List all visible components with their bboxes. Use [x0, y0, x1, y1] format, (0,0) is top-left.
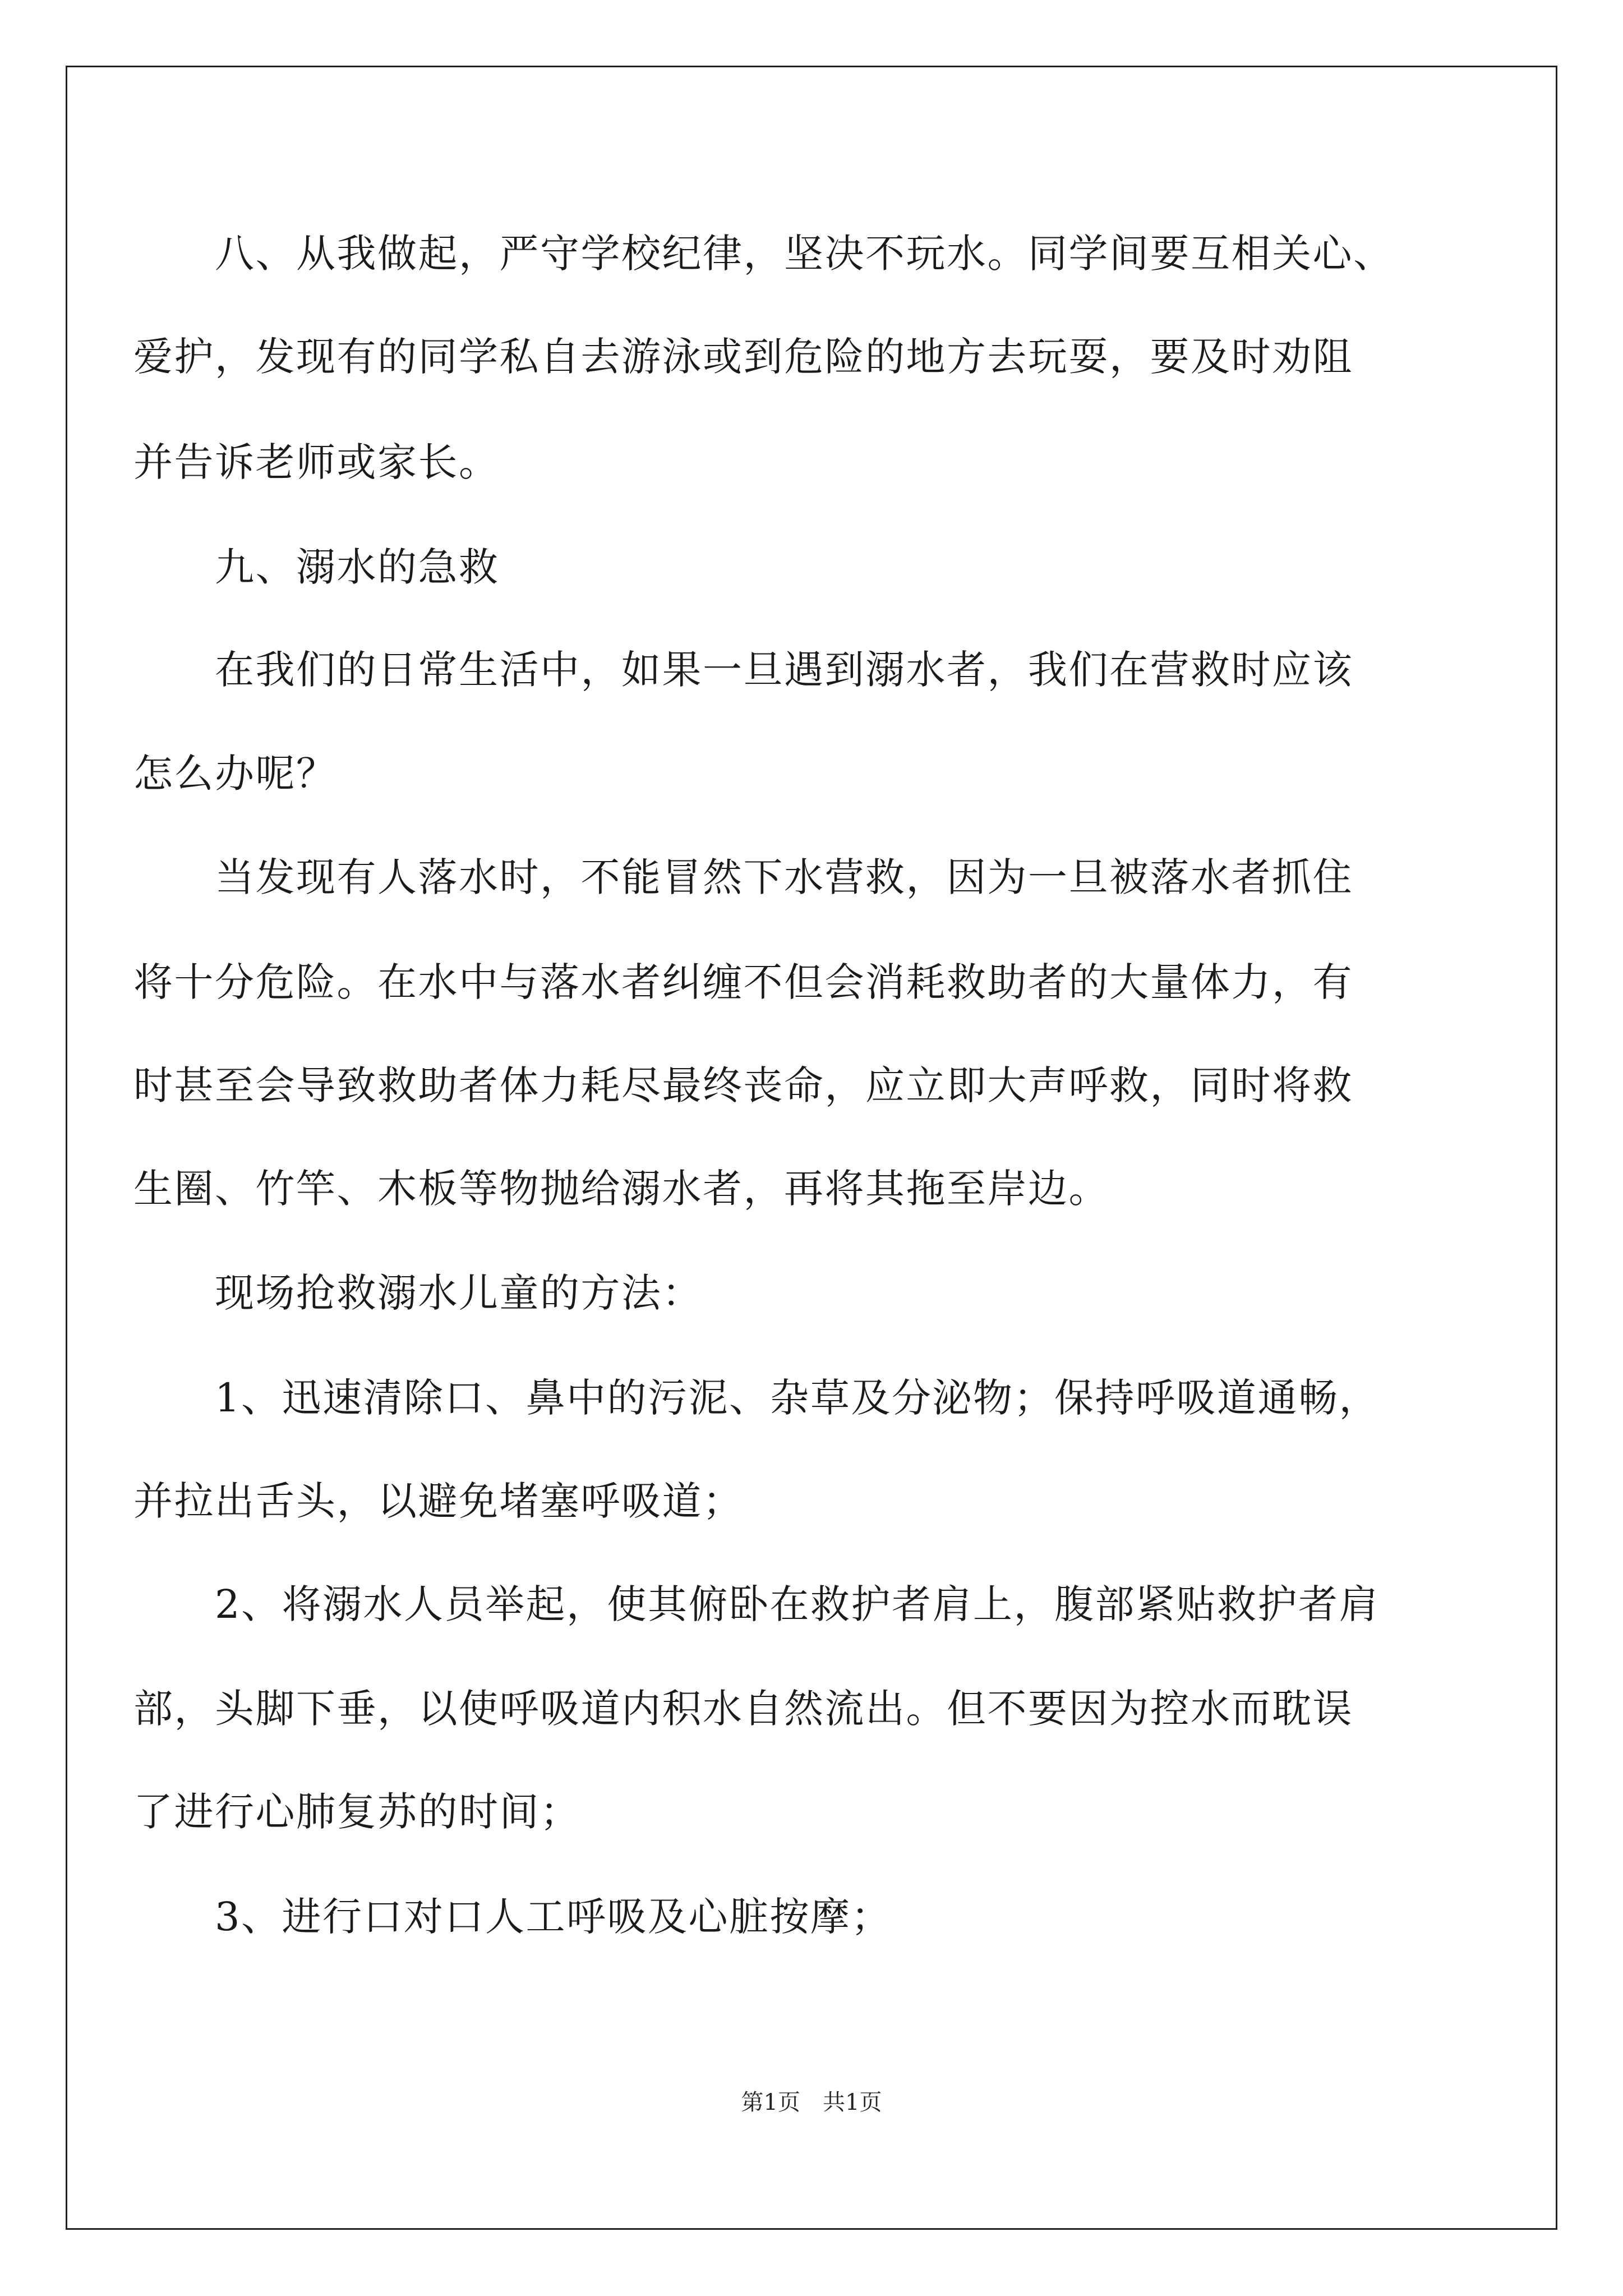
list-item-line: 了进行心肺复苏的时间； [133, 1789, 581, 1835]
section-heading: 九、溺水的急救 [215, 544, 500, 590]
paragraph-line: 将十分危险。在水中与落水者纠缠不但会消耗救助者的大量体力，有 [133, 959, 1353, 1005]
paragraph-line: 怎么办呢？ [133, 751, 337, 797]
list-item-line: 3、进行口对口人工呼吸及心脏按摩； [215, 1894, 892, 1940]
paragraph-line: 爱护，发现有的同学私自去游泳或到危险的地方去玩耍，要及时劝阻 [133, 334, 1353, 380]
page-number-footer: 第1页 共1页 [741, 2090, 882, 2115]
paragraph-line: 现场抢救溺水儿童的方法： [215, 1270, 703, 1316]
list-item-line: 1、迅速清除口、鼻中的污泥、杂草及分泌物；保持呼吸道通畅， [215, 1375, 1380, 1421]
paragraph-line: 在我们的日常生活中，如果一旦遇到溺水者，我们在营救时应该 [215, 647, 1353, 693]
paragraph-line: 生圈、竹竿、木板等物抛给溺水者，再将其拖至岸边。 [133, 1166, 1109, 1212]
paragraph-line: 并告诉老师或家长。 [133, 439, 500, 485]
paragraph-line: 八、从我做起，严守学校纪律，坚决不玩水。同学间要互相关心、 [215, 231, 1394, 277]
list-item-line: 2、将溺水人员举起，使其俯卧在救护者肩上，腹部紧贴救护者肩 [215, 1581, 1380, 1627]
list-item-line: 部，头脚下垂，以使呼吸道内积水自然流出。但不要因为控水而耽误 [133, 1686, 1353, 1732]
paragraph-line: 时甚至会导致救助者体力耗尽最终丧命，应立即大声呼救，同时将救 [133, 1062, 1353, 1108]
list-item-line: 并拉出舌头，以避免堵塞呼吸道； [133, 1478, 744, 1524]
paragraph-line: 当发现有人落水时，不能冒然下水营救，因为一旦被落水者抓住 [215, 854, 1353, 900]
